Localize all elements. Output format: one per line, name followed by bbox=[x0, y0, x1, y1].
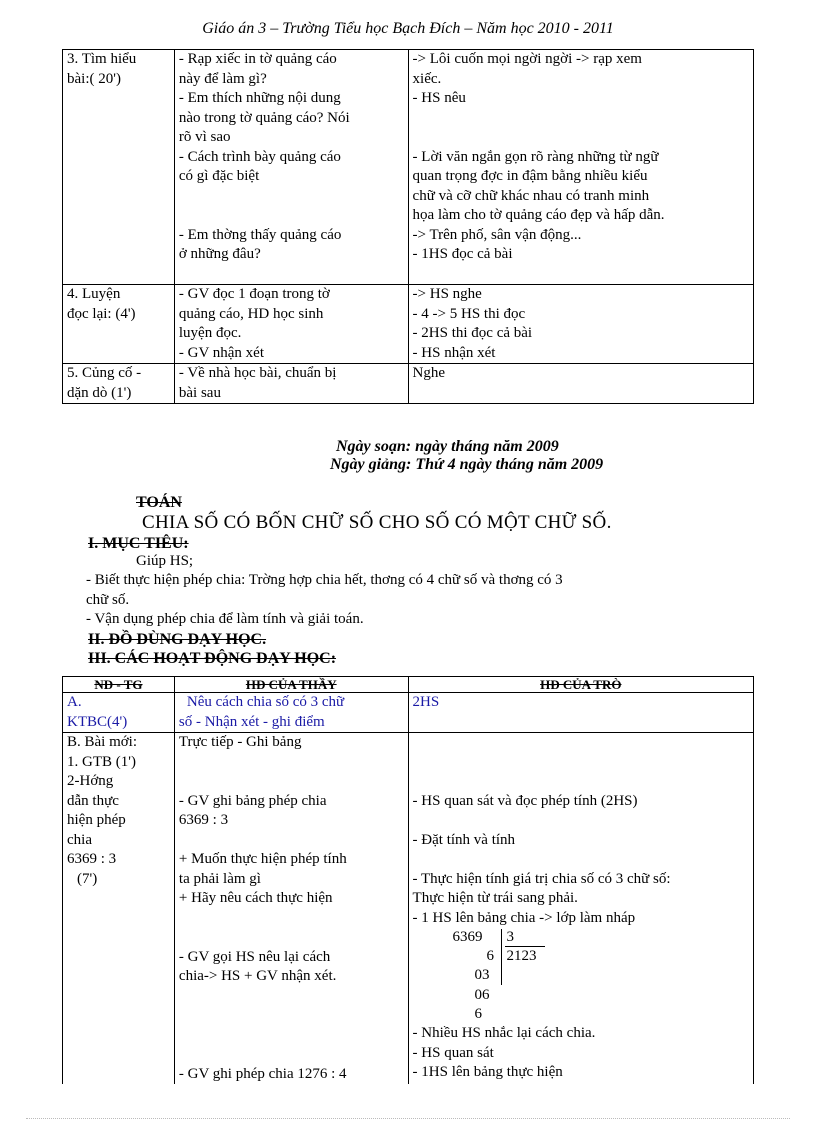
cell-line: - Thực hiện tính giá trị chia số có 3 chữ số: bbox=[412, 870, 671, 887]
cell-line: - HS quan sát bbox=[412, 1044, 494, 1061]
cell-line bbox=[179, 187, 404, 207]
cell-line: đọc lại: (4') bbox=[67, 305, 136, 322]
cell-line: quảng cáo, HD học sinh bbox=[178, 305, 324, 322]
cell-line: 6369 : 3 bbox=[178, 812, 229, 828]
page-header: Giáo án 3 – Trường Tiểu học Bạch Đích – Năm học 2010 - 2011 bbox=[202, 20, 614, 37]
cell-line bbox=[413, 109, 749, 129]
lesson-table-math bbox=[62, 676, 754, 1084]
cell-line: - GV ghi phép chia 1276 : 4 bbox=[178, 1065, 347, 1082]
cell-line: - 4 -> 5 HS thi đọc bbox=[412, 305, 526, 322]
quotient: 2123 bbox=[506, 948, 537, 964]
cell-line: - Về nhà học bài, chuẩn bị bbox=[178, 365, 337, 381]
cell-line: dặn dò (1') bbox=[67, 384, 132, 401]
cell-line: - Nhiều HS nhắc lại cách chia. bbox=[412, 1025, 596, 1041]
table-row bbox=[63, 772, 754, 1084]
cell-line: + Hãy nêu cách thực hiện bbox=[178, 890, 333, 906]
cell-line: số - Nhận xét - ghi điểm bbox=[178, 713, 325, 730]
cell-line: Nêu cách chia số có 3 chữ bbox=[186, 694, 345, 710]
cell-line: luyện đọc. bbox=[178, 325, 242, 341]
cell-line: - 2HS thi đọc cả bài bbox=[412, 325, 533, 341]
cell-line bbox=[413, 811, 749, 831]
cell-line: - 1 HS lên bảng chia -> lớp làm nháp bbox=[412, 909, 636, 926]
step-value: 03 bbox=[474, 967, 490, 983]
lesson-table-reading bbox=[62, 49, 754, 404]
section-materials: II. ĐỒ DÙNG DẠY HỌC. bbox=[88, 631, 267, 648]
cell-line: rõ vì sao bbox=[178, 129, 231, 145]
cell-line bbox=[179, 909, 404, 929]
content-cell bbox=[63, 50, 175, 285]
student-cell bbox=[408, 772, 753, 1084]
cell-line: - GV ghi bảng phép chia bbox=[178, 792, 327, 809]
prep-date: Ngày soạn: ngày tháng năm 2009 bbox=[336, 438, 559, 455]
cell-line: chữ và cỡ chữ khác nhau có tranh minh bbox=[412, 187, 650, 204]
student-cell bbox=[408, 364, 753, 404]
section-activities: III. CÁC HOẠT ĐỘNG DẠY HỌC: bbox=[88, 650, 337, 667]
cell-line: - Em thờng thấy quảng cáo bbox=[178, 226, 342, 243]
cell-line: - HS nêu bbox=[412, 90, 466, 106]
cell-line: B. Bài mới: bbox=[67, 734, 138, 750]
cell-line: hiện phép bbox=[67, 812, 126, 828]
lesson-dates bbox=[330, 438, 603, 474]
goal-line: chữ số. bbox=[86, 591, 130, 608]
cell-line: 1. GTB (1') bbox=[67, 753, 136, 770]
cell-line bbox=[179, 206, 404, 226]
cell-line bbox=[179, 987, 404, 1007]
teacher-cell bbox=[174, 364, 408, 404]
cell-line bbox=[179, 1045, 404, 1065]
teacher-cell bbox=[174, 285, 408, 364]
student-cell bbox=[408, 285, 753, 364]
table-row bbox=[63, 733, 754, 773]
cell-line: 2HS bbox=[412, 694, 440, 710]
cell-line: 5. Củng cố - bbox=[67, 365, 142, 381]
cell-line: có gì đặc biệt bbox=[178, 168, 260, 184]
cell-line bbox=[413, 265, 749, 285]
long-division bbox=[413, 928, 749, 1024]
cell-line bbox=[179, 1026, 404, 1046]
cell-line: - Cách trình bày quảng cáo bbox=[178, 148, 341, 165]
cell-line bbox=[179, 772, 404, 792]
cell-line: - GV gọi HS nêu lại cách bbox=[178, 948, 331, 965]
cell-line: - HS quan sát và đọc phép tính (2HS) bbox=[412, 792, 638, 809]
cell-line: Nghe bbox=[412, 365, 446, 381]
cell-line: - GV đọc 1 đoạn trong tờ bbox=[178, 286, 330, 302]
goals-list bbox=[86, 571, 754, 630]
cell-line: A. bbox=[67, 694, 82, 710]
cell-line bbox=[413, 772, 749, 792]
cell-line: - GV nhận xét bbox=[178, 344, 264, 361]
cell-line: 4. Luyện bbox=[67, 286, 121, 302]
subject-heading: TOÁN bbox=[136, 494, 182, 511]
teacher-cell bbox=[174, 50, 408, 285]
content-cell bbox=[63, 364, 175, 404]
goal-line: - Vận dụng phép chia để làm tính và giải toán. bbox=[86, 611, 364, 627]
cell-line bbox=[179, 831, 404, 851]
student-cell bbox=[408, 733, 753, 773]
step-value: 6 bbox=[474, 1006, 483, 1022]
cell-line: Thực hiện từ trái sang phải. bbox=[412, 890, 578, 906]
cell-line: ở những đâu? bbox=[178, 246, 261, 262]
cell-line: - HS nhận xét bbox=[412, 344, 496, 361]
table-row bbox=[63, 285, 754, 364]
cell-line: - Rạp xiếc in tờ quảng cáo bbox=[178, 51, 337, 67]
header-content: ND - TG bbox=[63, 677, 175, 693]
cell-line bbox=[179, 928, 404, 948]
cell-line: họa làm cho tờ quảng cáo đẹp và hấp dẫn. bbox=[412, 207, 665, 223]
cell-line: 2-Hớng bbox=[67, 773, 114, 789]
student-cell bbox=[408, 693, 753, 733]
student-cell bbox=[408, 50, 753, 285]
cell-line: dẫn thực bbox=[67, 792, 119, 809]
cell-line: KTBC(4') bbox=[67, 713, 128, 730]
table-header-row bbox=[63, 677, 754, 693]
table-row bbox=[63, 693, 754, 733]
cell-line bbox=[179, 1006, 404, 1026]
goals-intro: Giúp HS; bbox=[136, 553, 194, 569]
cell-line: - Lời văn ngắn gọn rõ ràng những từ ngữ bbox=[412, 148, 659, 165]
teacher-cell bbox=[174, 772, 408, 1084]
step-value: 06 bbox=[474, 987, 490, 1003]
cell-line: -> HS nghe bbox=[412, 286, 482, 302]
content-cell bbox=[63, 693, 175, 733]
cell-line bbox=[413, 128, 749, 148]
cell-line: này để làm gì? bbox=[178, 70, 267, 87]
cell-line bbox=[413, 850, 749, 870]
cell-line: 6369 : 3 bbox=[67, 851, 117, 867]
content-cell bbox=[63, 733, 175, 773]
header-teacher: HĐ CỦA THẦY bbox=[174, 677, 408, 693]
cell-line: Trực tiếp - Ghi bảng bbox=[178, 734, 302, 750]
cell-line: + Muốn thực hiện phép tính bbox=[178, 851, 347, 867]
cell-line: chia bbox=[67, 831, 92, 848]
cell-line: ta phải làm gì bbox=[178, 870, 261, 887]
cell-line: xiếc. bbox=[412, 70, 442, 87]
cell-line: - Em thích những nội dung bbox=[178, 90, 341, 106]
cell-line: - 1HS lên bảng thực hiện bbox=[412, 1064, 563, 1080]
cell-line: 3. Tìm hiểu bbox=[67, 51, 137, 67]
cell-line: chia-> HS + GV nhận xét. bbox=[178, 968, 337, 984]
cell-line: bài:( 20') bbox=[67, 70, 121, 87]
cell-line: nào trong tờ quảng cáo? Nói bbox=[178, 109, 350, 126]
teach-date: Ngày giảng: Thứ 4 ngày tháng năm 2009 bbox=[330, 456, 604, 473]
division-vertical-line bbox=[501, 929, 502, 985]
cell-line: bài sau bbox=[178, 384, 221, 401]
table-row bbox=[63, 364, 754, 404]
section-objectives: I. MỤC TIÊU: bbox=[88, 535, 189, 552]
teacher-cell bbox=[174, 733, 408, 773]
cell-line: - Đặt tính và tính bbox=[412, 831, 516, 848]
divisor: 3 bbox=[506, 929, 515, 945]
cell-line: (7') bbox=[77, 870, 98, 887]
header-student: HĐ CỦA TRÒ bbox=[408, 677, 753, 693]
table-row bbox=[63, 50, 754, 285]
step-value: 6 bbox=[486, 948, 495, 964]
cell-line: -> Trên phố, sân vận động... bbox=[412, 226, 582, 243]
lesson-title: CHIA SỐ CÓ BỐN CHỮ SỐ CHO SỐ CÓ MỘT CHỮ SỐ. bbox=[142, 512, 612, 533]
content-cell bbox=[63, 772, 175, 1084]
cell-line: -> Lôi cuốn mọi ngời ngời -> rạp xem bbox=[412, 51, 642, 67]
teacher-cell bbox=[174, 693, 408, 733]
cell-line: quan trọng đợc in đậm bằng nhiều kiểu bbox=[412, 168, 648, 184]
cell-line bbox=[179, 265, 404, 285]
page-bottom-rule bbox=[26, 1118, 790, 1119]
cell-line: - 1HS đọc cả bài bbox=[412, 246, 513, 262]
content-cell bbox=[63, 285, 175, 364]
dividend: 6369 bbox=[452, 929, 483, 945]
goal-line: - Biết thực hiện phép chia: Trờng hợp chia hết, thơng có 4 chữ số và thơng có 3 bbox=[86, 572, 563, 588]
